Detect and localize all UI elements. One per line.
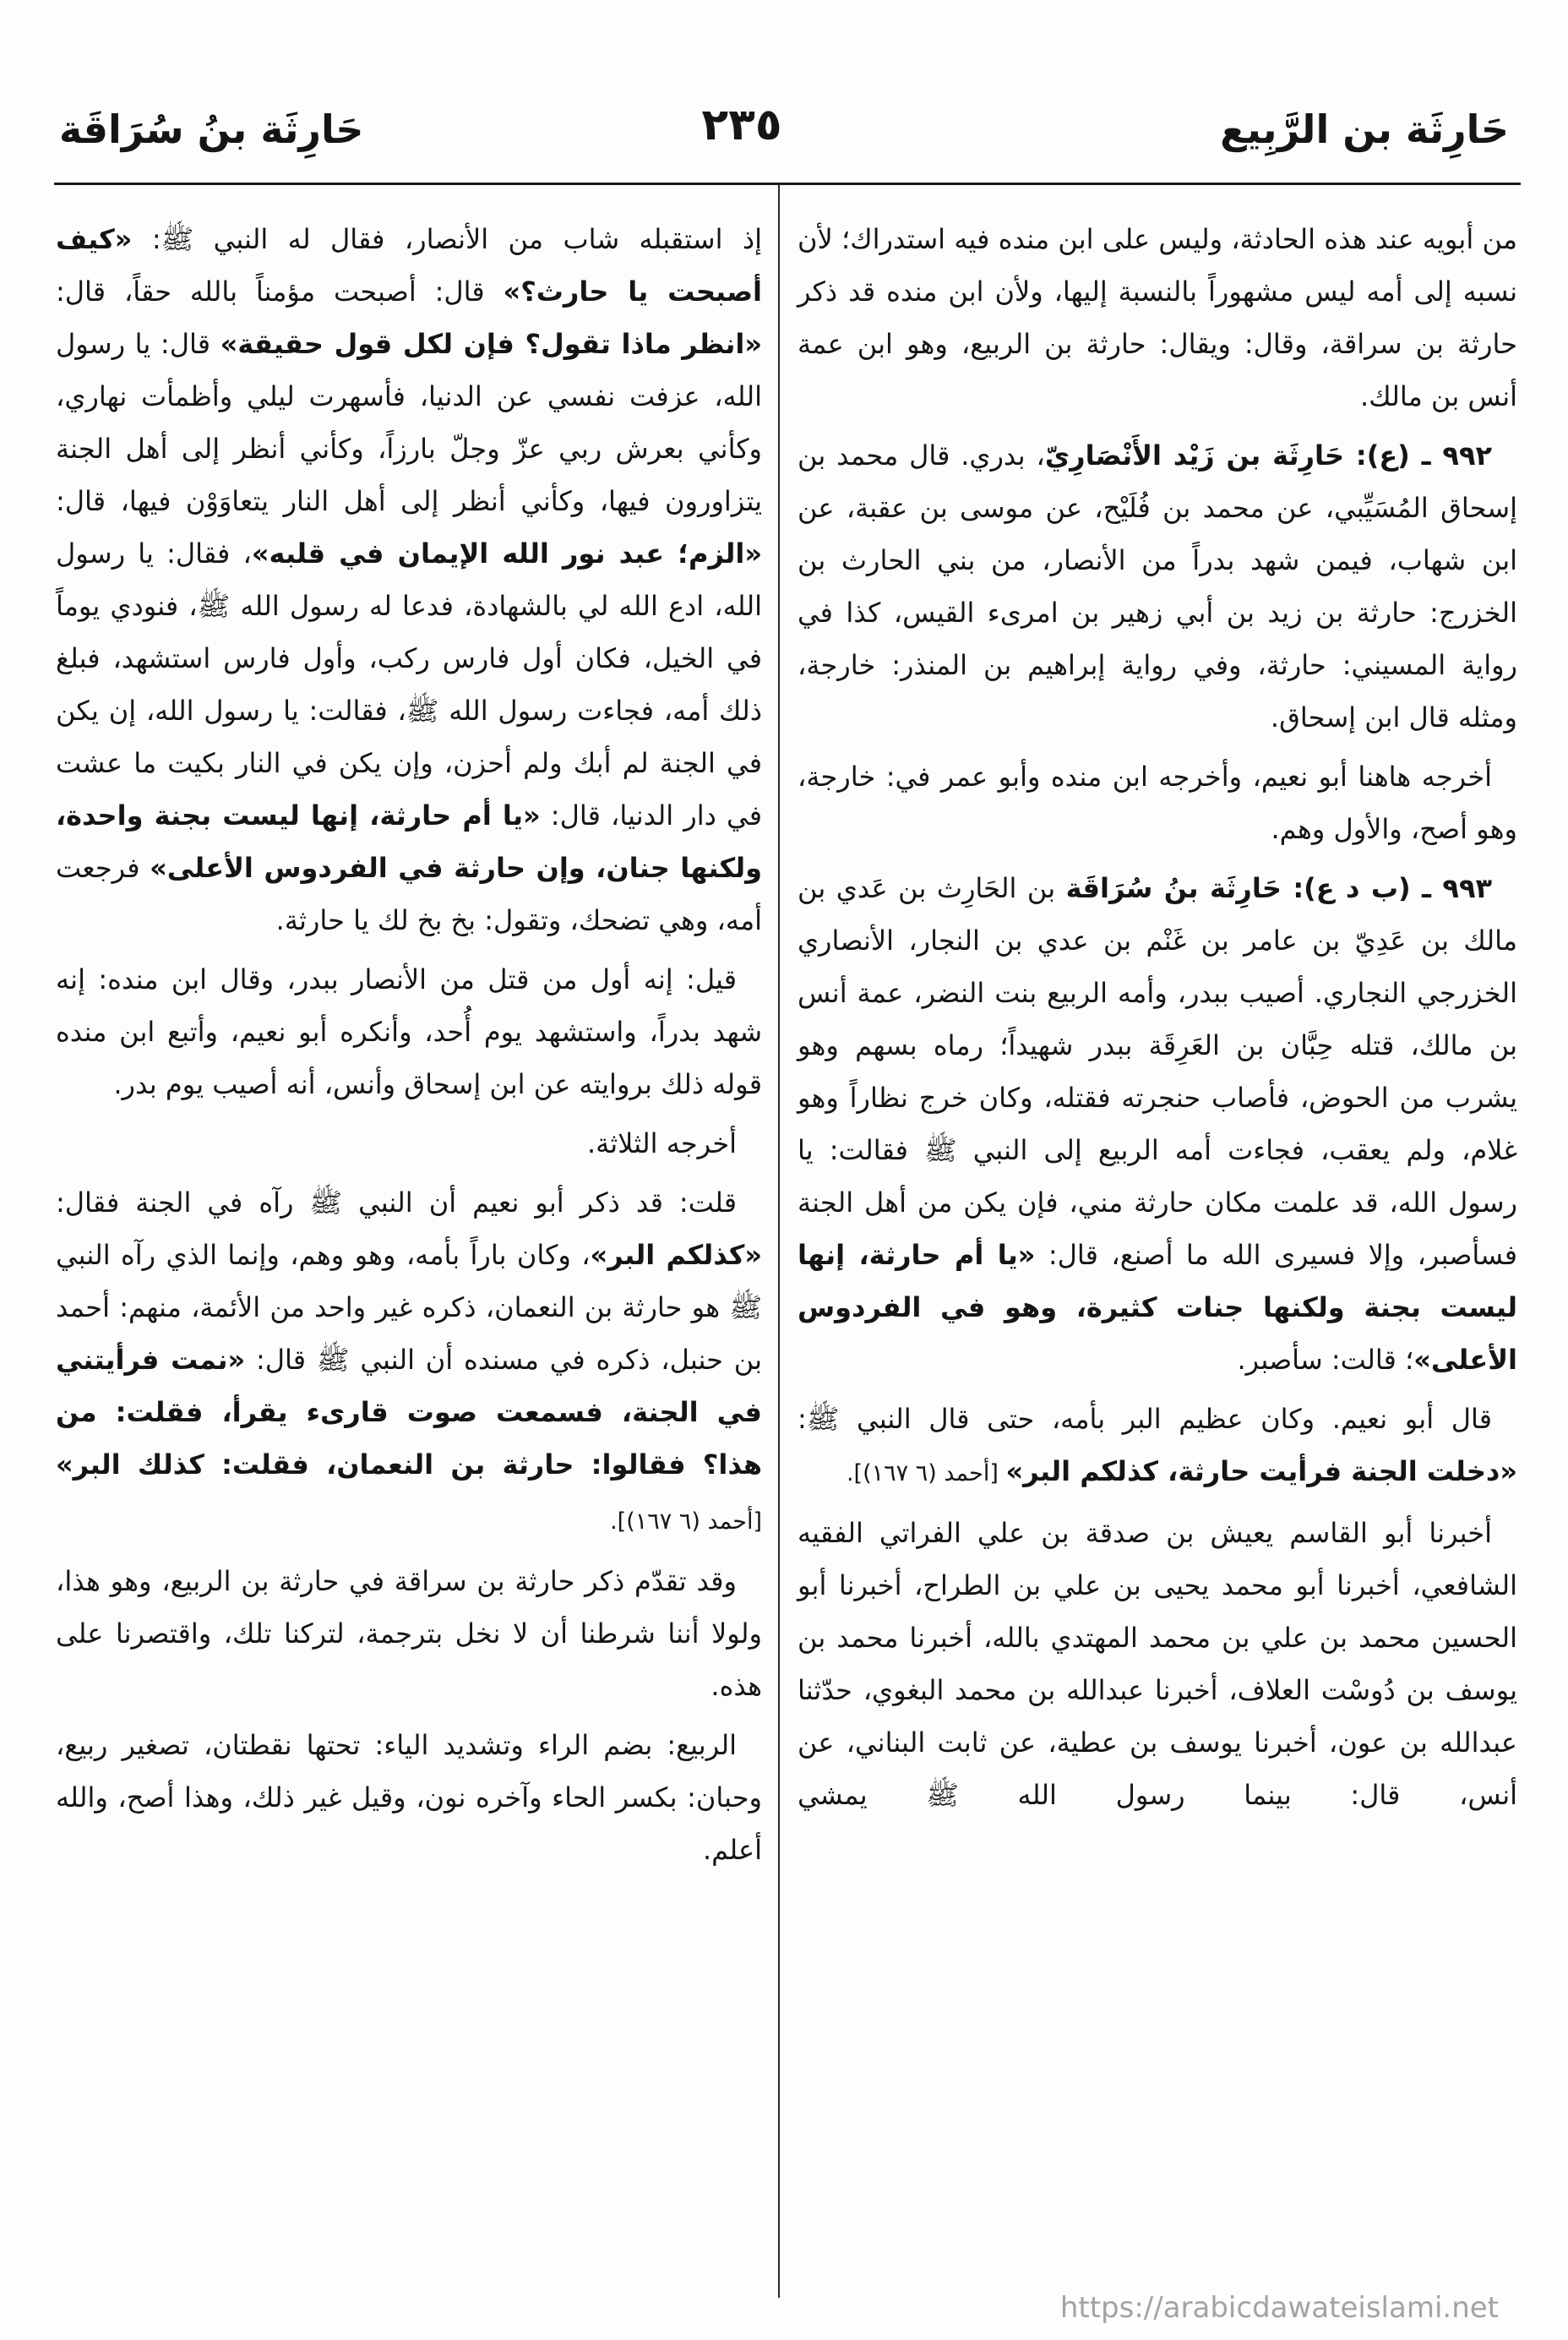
text-run: قال أبو نعيم. وكان عظيم البر بأمه، حتى قال النبي ﷺ: — [798, 1403, 1492, 1435]
right-column — [798, 213, 1517, 1828]
text-run: بن الحَارِث بن عَدي بن مالك بن عَدِيّ بن عامر بن غَنْم بن عدي بن النجار، الأنصاري الخزرجي النجاري. أصيب ببدر، وأمه الربيع بنت النضر، عمة أنس بن مالك، قتله حِبَّان بن العَرِقَة ببدر شهيداً؛ رماه بسهم وهو يشرب من الحوض، فأصاب حنجرته فقتله، وكان خرج نظاراً وهو غلام، ولم يعقب، فجاءت أمه الربيع إلى النبي ﷺ فقالت: يا رسول الله، قد علمت مكان حارثة مني، فإن يكن من أهل الجنة فسأصبر، وإلا فسيرى الله ما أصنع، قال: — [798, 872, 1518, 1271]
text-run: إذ استقبله شاب من الأنصار، فقال له النبي ﷺ: — [132, 223, 762, 255]
hadith-quote: «كذلكم البر» — [590, 1239, 763, 1271]
paragraph — [798, 213, 1517, 423]
text-run: فرجعت أمه، وهي تضحك، وتقول: بخ بخ لك يا حارثة. — [56, 852, 762, 936]
text-run: ؛ قالت: سأصبر. — [1237, 1344, 1414, 1376]
text-run: أخبرنا أبو القاسم يعيش بن صدقة بن علي الفراتي الفقيه الشافعي، أخبرنا أبو محمد يحيى بن علي بن الطراح، أخبرنا أبو الحسين محمد بن علي بن محمد المهتدي بالله، أخبرنا محمد بن يوسف بن دُوسْت العلاف، أخبرنا عبدالله بن محمد البغوي، حدّثنا عبدالله بن عون، أخبرنا يوسف بن عطية، عن ثابت البناني، عن أنس، قال: بينما رسول الله ﷺ يمشي — [798, 1517, 1517, 1811]
citation: [أحمد (٦ ١٦٧)]. — [846, 1460, 1006, 1486]
paragraph — [56, 1117, 762, 1170]
paragraph — [798, 862, 1517, 1386]
left-column — [56, 213, 762, 1883]
paragraph — [56, 1176, 762, 1548]
hadith-quote: «انظر ماذا تقول؟ فإن لكل قول حقيقة» — [220, 328, 763, 360]
hadith-quote: «كيف أصبحت يا حارث؟» — [56, 223, 762, 308]
text-run: ، فقال: يا رسول الله، ادع الله لي بالشهادة، فدعا له رسول الله ﷺ، فنودي يوماً في الخيل، فكان أول فارس ركب، وأول فارس استشهد، فبلغ ذلك أمه، فجاءت رسول الله ﷺ، فقالت: يا رسول الله، إن يكن في الجنة لم أبك ولم أحزن، وإن يكن في النار بكيت ما عشت في دار الدنيا، قال: — [56, 537, 763, 832]
paragraph — [56, 1719, 762, 1876]
hadith-quote: «الزم؛ عبد نور الله الإيمان في قلبه» — [251, 537, 763, 570]
paragraph — [798, 750, 1517, 855]
page-number: ٢٣٥ — [701, 100, 782, 150]
text-run: وقد تقدّم ذكر حارثة بن سراقة في حارثة بن الربيع، وهو هذا، ولولا أننا شرطنا أن لا نخل بترجمة، لتركنا تلك، واقتصرنا على هذه. — [56, 1565, 762, 1702]
paragraph — [56, 1555, 762, 1712]
text-run: من أبويه عند هذه الحادثة، وليس على ابن منده فيه استدراك؛ لأن نسبه إلى أمه ليس مشهوراً بالنسبة إليها، ولأن ابن منده قد ذكر حارثة بن سراقة، وقال: ويقال: حارثة بن الربيع، وهو ابن عمة أنس بن مالك. — [798, 223, 1517, 412]
entry-heading: ٩٩٣ ـ (ب د ع): حَارِثَة بنُ سُرَاقَة — [1065, 872, 1493, 904]
hadith-quote: «يا أم حارثة، إنها ليست بجنة ولكنها جنات كثيرة، وهو في الفردوس الأعلى» — [798, 1239, 1517, 1376]
paragraph — [798, 1393, 1517, 1500]
paragraph — [56, 213, 762, 946]
text-run: ، بدري. قال محمد بن إسحاق المُسَيِّبي، عن محمد بن فُلَيْح، عن موسى بن عقبة، عن ابن شهاب، فيمن شهد بدراً من الأنصار، من بني الحارث بن الخزرج: حارثة بن زيد بن أبي زهير بن امرىء القيس، كذا في رواية المسيني: حارثة، وفي رواية إبراهيم بن المنذر: خارجة، ومثله قال ابن إسحاق. — [798, 439, 1517, 734]
text-run: ، وكان باراً بأمه، وهو وهم، وإنما الذي رآه النبي ﷺ هو حارثة بن النعمان، ذكره غير واحد من الأئمة، منهم: أحمد بن حنبل، ذكره في مسنده أن النبي ﷺ قال: — [56, 1239, 763, 1376]
paragraph — [798, 429, 1517, 744]
text-run: قلت: قد ذكر أبو نعيم أن النبي ﷺ رآه في الجنة فقال: — [56, 1186, 737, 1219]
entry-heading: ٩٩٢ ـ (ع): حَارِثَة بن زَيْد الأَنْصَارِيّ — [1044, 439, 1493, 472]
citation: [أحمد (٦ ١٦٧)]. — [610, 1508, 762, 1535]
text-run: قال: أصبحت مؤمناً بالله حقاً، قال: — [56, 275, 504, 308]
hadith-quote: «نمت فرأيتني في الجنة، فسمعت صوت قارىء يقرأ، فقلت: من هذا؟ فقالوا: حارثة بن النعمان، فقلت: كذلك البر» — [56, 1344, 762, 1481]
text-run: الربيع: بضم الراء وتشديد الياء: تحتها نقطتان، تصغير ربيع، وحبان: بكسر الحاء وآخره نون، وقيل غير ذلك، وهذا أصح، والله أعلم. — [56, 1729, 762, 1866]
text-run: قال: يا رسول الله، عزفت نفسي عن الدنيا، فأسهرت ليلي وأظمأت نهاري، وكأني بعرش ربي عزّ وجلّ بارزاً، وكأني أنظر إلى أهل الجنة يتزاورون فيها، وكأني أنظر إلى أهل النار يتعاوَوْن فيها، قال: — [56, 328, 762, 517]
paragraph — [798, 1507, 1517, 1821]
column-divider — [778, 185, 780, 2298]
text-run: قيل: إنه أول من قتل من الأنصار ببدر، وقال ابن منده: إنه شهد بدراً، واستشهد يوم أُحد، وأنكره أبو نعيم، وأتبع ابن منده قوله ذلك بروايته عن ابن إسحاق وأنس، أنه أصيب يوم بدر. — [56, 963, 762, 1100]
watermark-url: https://arabicdawateislami.net — [1059, 2291, 1499, 2325]
hadith-quote: «دخلت الجنة فرأيت حارثة، كذلكم البر» — [1005, 1455, 1517, 1487]
paragraph — [56, 953, 762, 1110]
text-run: أخرجه الثلاثة. — [586, 1127, 737, 1159]
running-head-left: حَارِثَة بنُ سُرَاقَة — [59, 106, 364, 152]
running-head-right: حَارِثَة بن الرَّبِيع — [1220, 106, 1509, 152]
header-rule — [54, 183, 1521, 185]
text-run: أخرجه هاهنا أبو نعيم، وأخرجه ابن منده وأبو عمر في: خارجة، وهو أصح، والأول وهم. — [798, 761, 1517, 845]
hadith-quote: «يا أم حارثة، إنها ليست بجنة واحدة، ولكنها جنان، وإن حارثة في الفردوس الأعلى» — [56, 799, 763, 884]
